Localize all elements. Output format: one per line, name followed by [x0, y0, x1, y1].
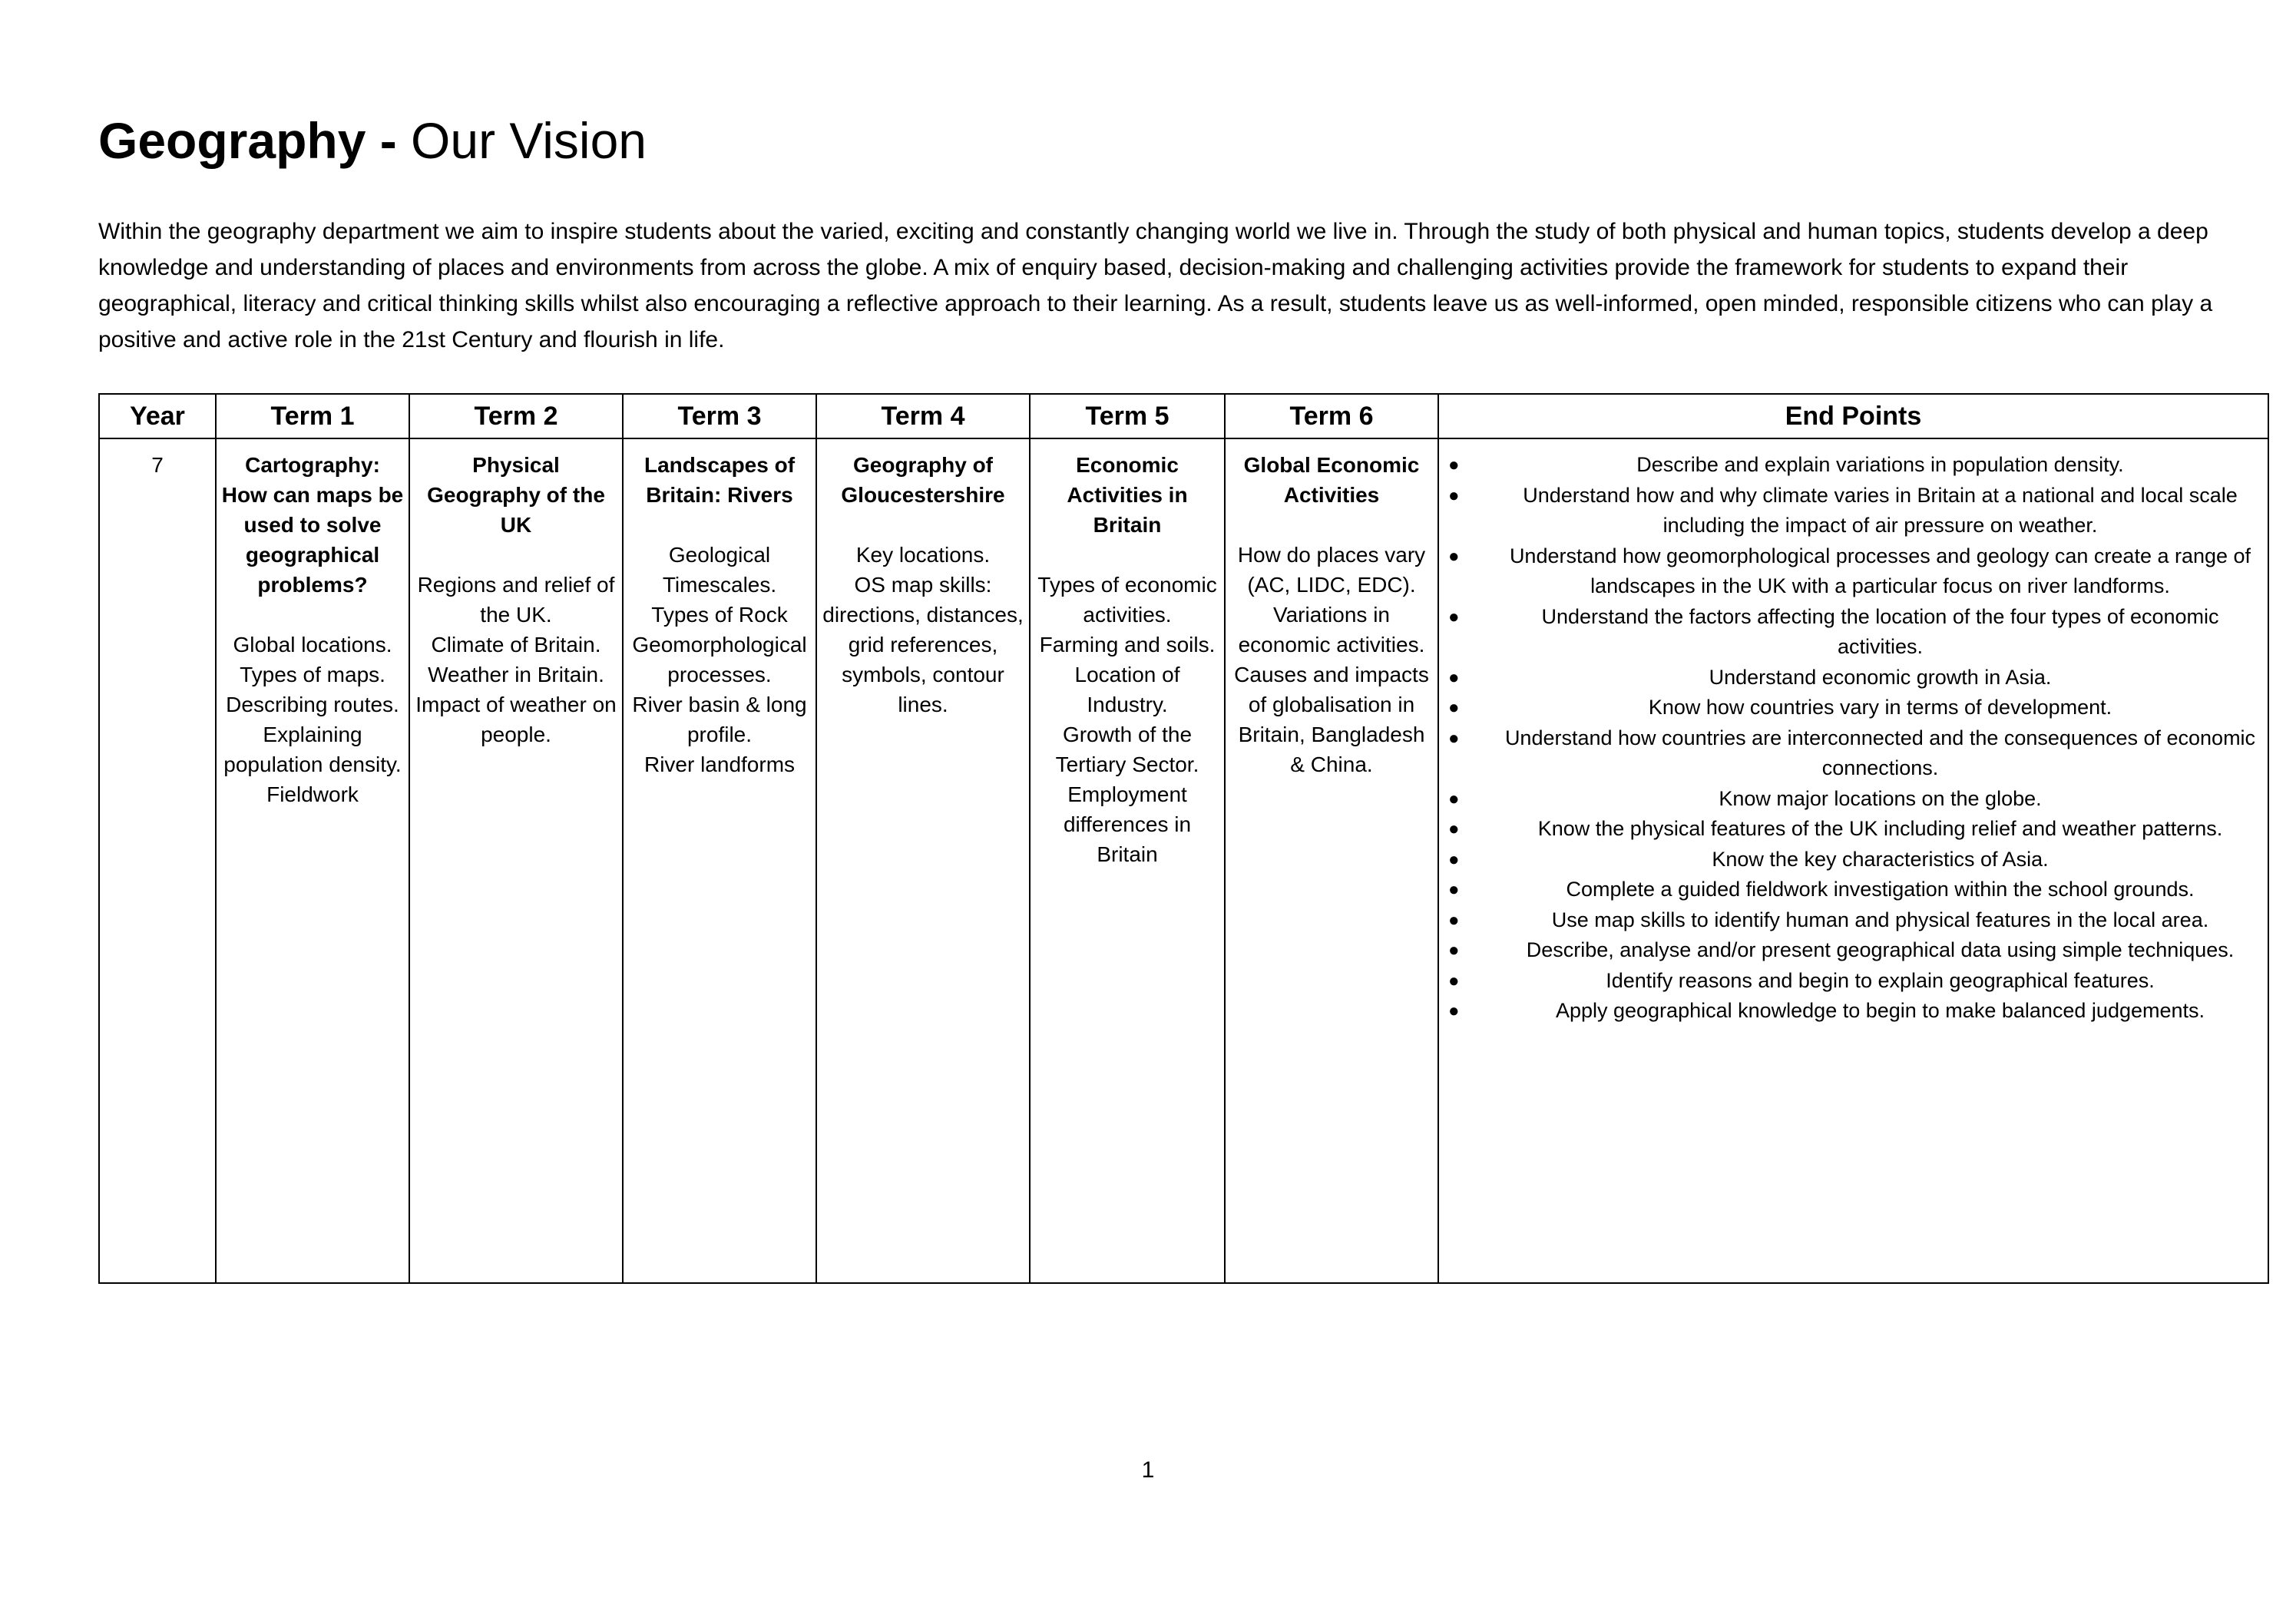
end-point-text: Understand economic growth in Asia. [1709, 665, 2052, 689]
bullet-icon: ● [1448, 727, 1460, 749]
bullet-icon: ● [1448, 909, 1460, 931]
term-6-topic-title: Global Economic Activities [1243, 453, 1420, 507]
bullet-icon: ● [1448, 819, 1460, 839]
bullet-icon: ● [1448, 606, 1460, 627]
bullet-icon: ● [1448, 940, 1460, 961]
bullet-icon: ● [1448, 1001, 1460, 1021]
bullet-icon: ● [1448, 666, 1460, 688]
end-point-text: Complete a guided fieldwork investigation within the school grounds. [1566, 878, 2195, 901]
end-point-text: Understand how geomorphological processes and geology can create a range of landscapes in the UK with a particular focus on river landforms. [1509, 544, 2251, 597]
table-row [99, 438, 2268, 1283]
end-point-text: Use map skills to identify human and physical features in the local area. [1551, 908, 2209, 931]
table-header-row [99, 394, 2268, 438]
page-title-rest: Our Vision [396, 112, 647, 169]
end-point-text: Understand the factors affecting the location of the four types of economic activities. [1541, 604, 2219, 658]
header-term-5: Term 5 [1030, 394, 1225, 438]
end-point-text: Describe and explain variations in population density. [1636, 453, 2124, 476]
term-4-topic-content: Key locations. OS map skills: directions, distances, grid references, symbols, contour lines. [822, 543, 1024, 716]
term-4-topic-title: Geography of Gloucestershire [841, 453, 1005, 507]
term-3-cell [623, 438, 816, 1283]
list-item [1444, 845, 2263, 875]
end-point-text: Identify reasons and begin to explain geographical features. [1606, 968, 2155, 992]
end-point-text: Know the physical features of the UK including relief and weather patterns. [1537, 817, 2223, 840]
list-item [1444, 875, 2263, 905]
bullet-icon: ● [1448, 485, 1460, 506]
end-points-list [1444, 450, 2263, 1027]
term-1-topic-content: Global locations. Types of maps. Describing routes. Explaining population density. Fieldwork [223, 633, 402, 806]
term-4-cell [816, 438, 1030, 1283]
term-2-cell [409, 438, 623, 1283]
end-point-text: Apply geographical knowledge to begin to make balanced judgements. [1555, 999, 2205, 1022]
header-end-points: End Points [1438, 394, 2268, 438]
curriculum-table [98, 393, 2269, 1284]
term-6-cell [1225, 438, 1438, 1283]
term-5-topic-content: Types of economic activities. Farming and soils. Location of Industry. Growth of the Tertiary Sector. Employment differences in Britain [1037, 573, 1217, 866]
list-item [1444, 541, 2263, 602]
bullet-icon: ● [1448, 455, 1460, 475]
term-1-cell [216, 438, 409, 1283]
list-item [1444, 814, 2263, 845]
bullet-icon: ● [1448, 788, 1460, 809]
list-item [1444, 966, 2263, 997]
page-number: 1 [1141, 1457, 1155, 1483]
header-term-1: Term 1 [216, 394, 409, 438]
bullet-icon: ● [1448, 879, 1460, 900]
list-item [1444, 663, 2263, 693]
term-3-topic-content: Geological Timescales. Types of Rock Geomorphological processes. River basin & long profile. River landforms [632, 543, 807, 776]
term-1-topic-title: Cartography: How can maps be used to solve geographical problems? [221, 453, 404, 597]
end-point-text: Describe, analyse and/or present geographical data using simple techniques. [1526, 938, 2235, 961]
list-item [1444, 905, 2263, 936]
term-6-topic-content: How do places vary (AC, LIDC, EDC). Variations in economic activities. Causes and impacts of globalisation in Britain, Bangladesh & China. [1234, 543, 1429, 776]
vision-paragraph: Within the geography department we aim to inspire students about the varied, exciting and constantly changing world we live in. Through the study of both physical and human topics, students develop a deep knowledge and understanding of places and environments from across the globe. A mix of enquiry based, decision-making and challenging activities provide the framework for students to expand their geographical, literacy and critical thinking skills whilst also encouraging a reflective approach to their learning. As a result, students leave us as well-informed, open minded, responsible citizens who can play a positive and active role in the 21st Century and flourish in life. [98, 219, 2213, 352]
end-point-text: Understand how countries are interconnected and the consequences of economic connections. [1504, 726, 2256, 779]
end-point-text: Know major locations on the globe. [1719, 786, 2042, 810]
list-item [1444, 784, 2263, 815]
header-term-4: Term 4 [816, 394, 1030, 438]
header-term-2: Term 2 [409, 394, 623, 438]
bullet-icon: ● [1448, 545, 1460, 567]
end-point-text: Know the key characteristics of Asia. [1712, 847, 2049, 871]
list-item [1444, 602, 2263, 663]
header-term-6: Term 6 [1225, 394, 1438, 438]
page-title-subject: Geography - [98, 112, 397, 169]
term-2-topic-content: Regions and relief of the UK. Climate of Britain. Weather in Britain. Impact of weather on people. [415, 573, 617, 746]
end-point-text: Understand how and why climate varies in Britain at a national and local scale including the impact of air pressure on weather. [1523, 483, 2238, 537]
term-2-topic-title: Physical Geography of the UK [427, 453, 605, 537]
end-points-cell [1438, 438, 2268, 1283]
bullet-icon: ● [1448, 697, 1460, 718]
term-5-topic-title: Economic Activities in Britain [1067, 453, 1188, 537]
list-item [1444, 693, 2263, 723]
list-item [1444, 935, 2263, 966]
header-year: Year [99, 394, 216, 438]
bullet-icon: ● [1448, 970, 1460, 991]
term-5-cell [1030, 438, 1225, 1283]
list-item [1444, 723, 2263, 784]
bullet-icon: ● [1448, 848, 1460, 870]
term-3-topic-title: Landscapes of Britain: Rivers [643, 453, 796, 507]
list-item [1444, 481, 2263, 541]
end-point-text: Know how countries vary in terms of development. [1648, 696, 2112, 719]
page-title [98, 106, 647, 175]
header-term-3: Term 3 [623, 394, 816, 438]
list-item [1444, 996, 2263, 1027]
list-item [1444, 450, 2263, 481]
year-cell: 7 [99, 438, 216, 1283]
